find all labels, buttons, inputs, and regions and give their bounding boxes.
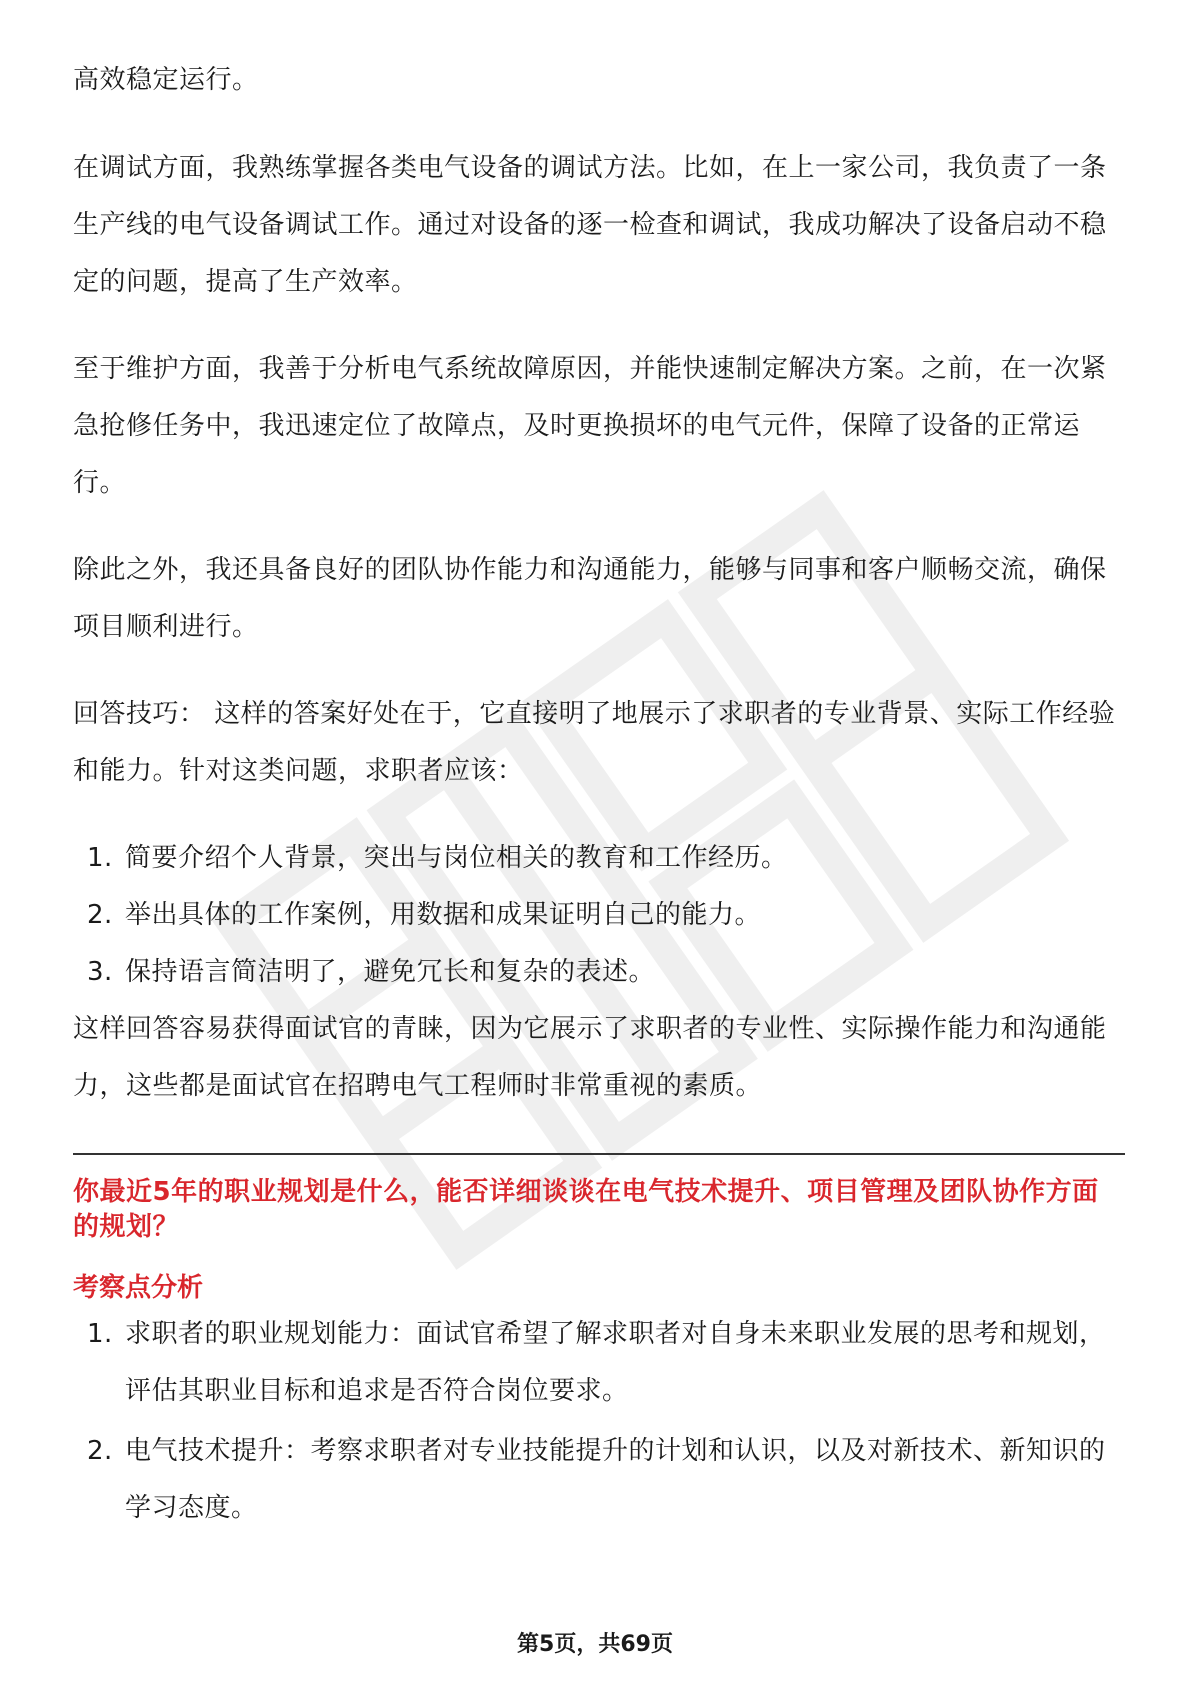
list-item-text: 电气技术提升：考察求职者对专业技能提升的计划和认识，以及对新技术、新知识的学习态度。 — [125, 1436, 1106, 1523]
question-heading: 你最近5年的职业规划是什么，能否详细谈谈在电气技术提升、项目管理及团队协作方面的规划？ — [73, 1177, 1099, 1242]
list-item — [73, 830, 1125, 887]
paragraph-debugging: 在调试方面，我熟练掌握各类电气设备的调试方法。比如，在上一家公司，我负责了一条生产线的电气设备调试工作。通过对设备的逐一检查和调试，我成功解决了设备启动不稳定的问题，提高了生产效率。 — [73, 153, 1107, 297]
section-divider — [73, 1153, 1125, 1155]
list-item-text: 求职者的职业规划能力：面试官希望了解求职者对自身未来职业发展的思考和规划，评估其职业目标和追求是否符合岗位要求。 — [125, 1319, 1106, 1406]
list-item — [73, 944, 1125, 1001]
list-number: 3. — [87, 957, 113, 987]
list-item-text: 简要介绍个人背景，突出与岗位相关的教育和工作经历。 — [125, 843, 788, 873]
page-footer: 第5页，共69页 — [517, 1632, 673, 1657]
list-number: 1. — [87, 1319, 113, 1349]
document-page — [73, 52, 1125, 1540]
list-number: 2. — [87, 1436, 113, 1466]
list-number: 2. — [87, 900, 113, 930]
list-item — [73, 1306, 1125, 1420]
list-item-text: 保持语言简洁明了，避免冗长和复杂的表述。 — [125, 957, 656, 987]
analysis-heading: 考察点分析 — [73, 1273, 204, 1303]
analysis-list — [73, 1306, 1125, 1537]
list-number: 1. — [87, 843, 113, 873]
paragraph-maintenance: 至于维护方面，我善于分析电气系统故障原因，并能快速制定解决方案。之前，在一次紧急抢修任务中，我迅速定位了故障点，及时更换损坏的电气元件，保障了设备的正常运行。 — [73, 354, 1107, 498]
paragraph-continuation: 高效稳定运行。 — [73, 65, 259, 95]
list-item — [73, 1423, 1125, 1537]
paragraph-teamwork: 除此之外，我还具备良好的团队协作能力和沟通能力，能够与同事和客户顺畅交流，确保项目顺利进行。 — [73, 555, 1107, 642]
paragraph-answer-tips: 回答技巧： 这样的答案好处在于，它直接明了地展示了求职者的专业背景、实际工作经验和能力。针对这类问题，求职者应该： — [73, 699, 1116, 786]
tips-list — [73, 830, 1125, 1001]
list-item-text: 举出具体的工作案例，用数据和成果证明自己的能力。 — [125, 900, 762, 930]
list-item — [73, 887, 1125, 944]
paragraph-conclusion: 这样回答容易获得面试官的青睐，因为它展示了求职者的专业性、实际操作能力和沟通能力，这些都是面试官在招聘电气工程师时非常重视的素质。 — [73, 1014, 1107, 1101]
